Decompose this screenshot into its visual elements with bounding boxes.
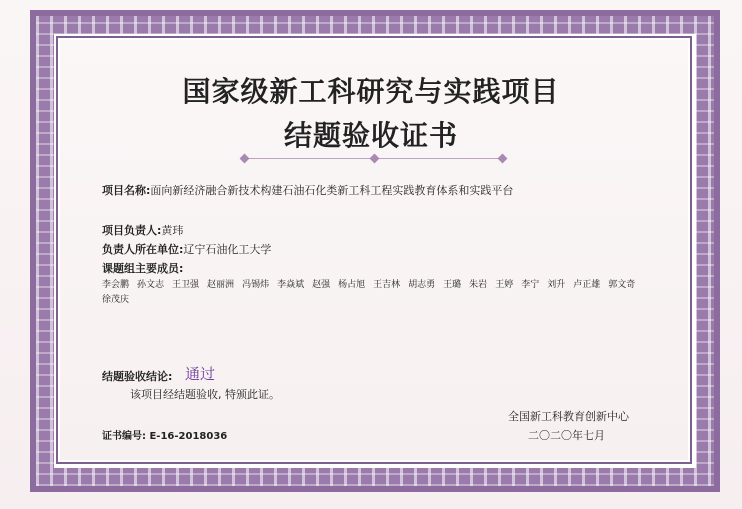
project-name: 面向新经济融合新技术构建石油石化类新工科工程实践教育体系和实践平台: [150, 184, 514, 197]
leader-label: 项目负责人:: [102, 224, 162, 237]
member-name: 李焱斌: [277, 280, 305, 290]
issuer-name: 全国新工科教育创新中心: [508, 410, 629, 423]
member-name: 刘升: [547, 280, 566, 290]
certificate-title-line1: 国家级新工科研究与实践项目: [182, 75, 560, 108]
member-name: 王璐: [443, 280, 462, 290]
issue-date: 二〇二〇年七月: [528, 429, 605, 442]
project-name-row: [102, 182, 513, 198]
unit-name: 辽宁石油化工大学: [183, 243, 272, 256]
member-name: 王卫强: [172, 280, 200, 290]
project-name-label: 项目名称:: [102, 184, 151, 197]
member-name: 李宁: [521, 280, 540, 290]
member-name: 郭文奇: [608, 280, 636, 290]
member-name: 卢正雄: [573, 280, 601, 290]
verdict-value: 通过: [185, 365, 216, 383]
member-name: 赵丽洲: [207, 280, 235, 290]
member-name: 杨占旭: [338, 280, 366, 290]
member-name: 冯锡炜: [242, 280, 270, 290]
member-name: 王吉林: [373, 280, 401, 290]
leader-name: 黄玮: [161, 224, 184, 237]
certificate-title-line2: 结题验收证书: [283, 119, 458, 152]
member-name: 徐茂庆: [102, 295, 130, 305]
member-name: 胡志勇: [408, 280, 436, 290]
member-name: 王婷: [495, 280, 514, 290]
leader-row: [102, 222, 183, 238]
member-name: 朱岩: [469, 280, 488, 290]
members-list: [102, 278, 662, 308]
unit-label: 负责人所在单位:: [102, 243, 184, 256]
member-name: 赵强: [312, 280, 331, 290]
members-label-row: [102, 260, 183, 276]
members-label: 课题组主要成员:: [102, 262, 184, 275]
certificate-number: 证书编号: E-16-2018036: [102, 431, 228, 442]
verdict-label: 结题验收结论:: [102, 370, 173, 383]
unit-row: [102, 241, 271, 257]
member-name: 孙文志: [137, 280, 165, 290]
certificate-statement: 该项目经结题验收, 特颁此证。: [130, 388, 280, 401]
member-name: 李会鹏: [102, 280, 130, 290]
